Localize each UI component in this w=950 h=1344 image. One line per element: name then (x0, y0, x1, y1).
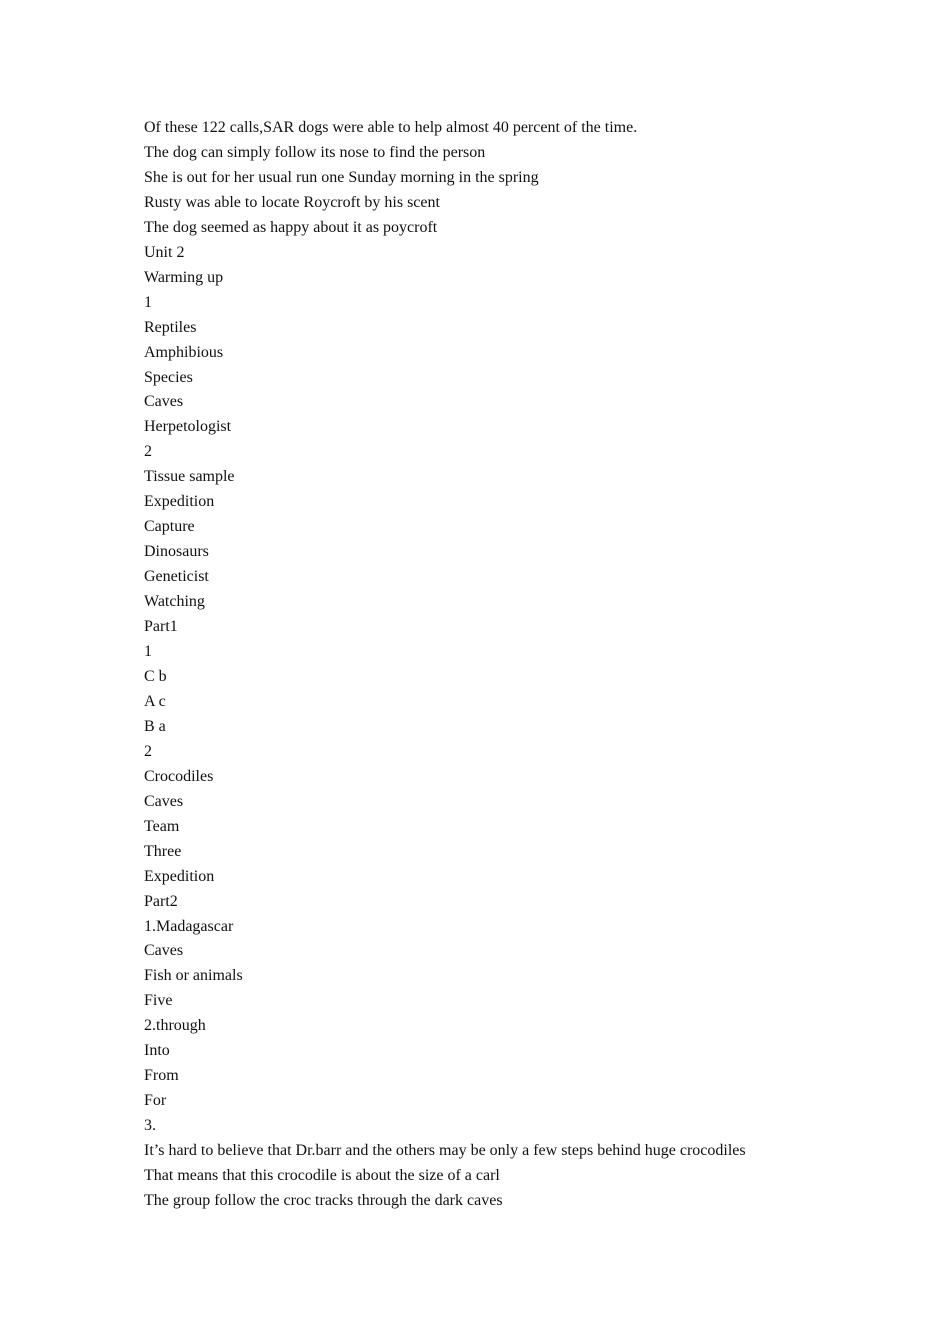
text-line: From (144, 1067, 179, 1085)
text-line: Expedition (144, 493, 215, 511)
text-line: Rusty was able to locate Roycroft by his scent (144, 193, 440, 211)
text-line: Dinosaurs (144, 543, 209, 561)
document-body (144, 116, 904, 1214)
item-number: 1 (144, 643, 152, 661)
text-line: Capture (144, 518, 195, 536)
text-line: Caves (144, 942, 184, 960)
item-number: 2 (144, 443, 152, 461)
text-line: She is out for her usual run one Sunday morning in the spring (144, 168, 539, 186)
text-line: The group follow the croc tracks through the dark caves (144, 1191, 503, 1209)
text-line: 2.through (144, 1017, 206, 1035)
section-heading: Watching (144, 593, 205, 611)
text-line: Amphibious (144, 343, 224, 361)
text-line: It’s hard to believe that Dr.barr and the others may be only a few steps behind huge crocodiles (144, 1142, 746, 1160)
text-line: That means that this crocodile is about the size of a carl (144, 1167, 500, 1185)
text-line: Geneticist (144, 568, 209, 586)
text-line: The dog can simply follow its nose to find the person (144, 143, 486, 161)
item-number: 3. (144, 1117, 156, 1135)
text-line: Expedition (144, 867, 215, 885)
text-line: Species (144, 368, 193, 386)
item-number: 2 (144, 742, 152, 760)
text-line: Caves (144, 393, 184, 411)
text-line: Herpetologist (144, 418, 232, 436)
text-line: Of these 122 calls,SAR dogs were able to help almost 40 percent of the time. (144, 119, 638, 136)
text-line: The dog seemed as happy about it as poycroft (144, 218, 438, 236)
part-heading: Part2 (144, 892, 178, 910)
text-line: Three (144, 842, 182, 860)
text-line: C b (144, 667, 167, 685)
text-line: Caves (144, 792, 184, 810)
section-heading: Warming up (144, 268, 224, 286)
unit-heading: Unit 2 (144, 243, 185, 261)
text-line: Tissue sample (144, 468, 235, 486)
text-line: B a (144, 717, 166, 735)
text-line: Fish or animals (144, 967, 243, 985)
text-line: For (144, 1092, 167, 1110)
text-line: Five (144, 992, 173, 1010)
text-line: Reptiles (144, 318, 197, 336)
item-number: 1 (144, 293, 152, 311)
part-heading: Part1 (144, 618, 178, 636)
text-line: Crocodiles (144, 767, 214, 785)
text-line: Into (144, 1042, 170, 1060)
text-line: Team (144, 817, 180, 835)
text-line: A c (144, 692, 166, 710)
text-line: 1.Madagascar (144, 917, 234, 935)
